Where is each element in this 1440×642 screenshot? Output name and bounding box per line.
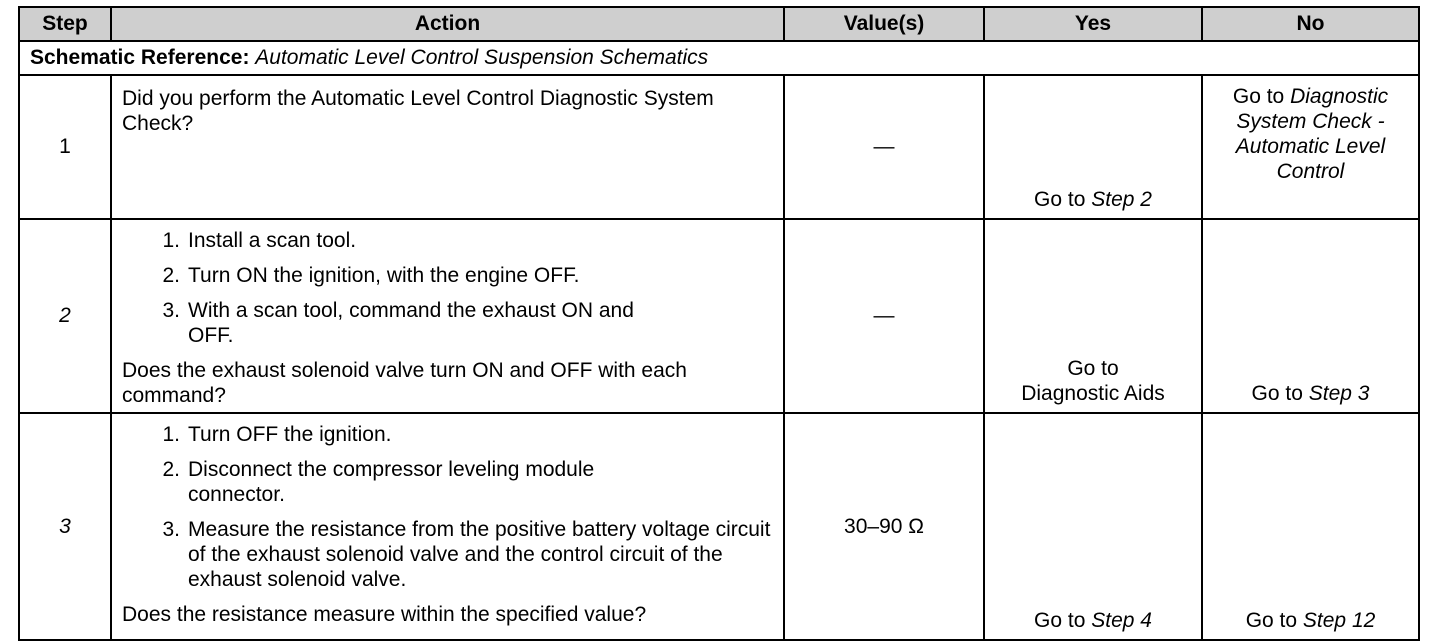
no-prefix: Go to: [1232, 85, 1285, 108]
value-cell: —: [784, 219, 984, 413]
yes-cell: [984, 75, 1202, 219]
list-item: [122, 263, 773, 288]
action-steps-list: [122, 422, 773, 592]
list-item: [122, 457, 773, 507]
yes-cell: [984, 219, 1202, 413]
list-item-number: 2.: [162, 458, 180, 481]
no-cell: [1202, 75, 1419, 219]
list-item-text: Turn ON the ignition, with the engine OFF.: [188, 264, 580, 287]
yes-prefix: Go to: [1034, 188, 1086, 211]
header-action: Action: [111, 7, 784, 41]
no-cell: [1202, 219, 1419, 413]
action-steps-list: [122, 228, 773, 348]
list-item: [122, 517, 773, 592]
no-link[interactable]: Step 3: [1308, 382, 1370, 405]
list-item-number: 3.: [162, 518, 180, 541]
value-cell: —: [784, 75, 984, 219]
list-item-text: Disconnect the compressor leveling module connector.: [188, 458, 595, 506]
no-link[interactable]: Diagnostic System Check - Automatic Level Control: [1235, 85, 1389, 183]
yes-prefix: Go to: [1034, 609, 1086, 632]
list-item-number: 2.: [162, 264, 180, 287]
header-no: No: [1202, 7, 1419, 41]
diagnostic-table: [18, 6, 1420, 641]
header-row: [19, 7, 1419, 41]
list-item: [122, 298, 773, 348]
list-item: [122, 228, 773, 253]
list-item: [122, 422, 773, 447]
action-question: Does the exhaust solenoid valve turn ON and OFF with each command?: [122, 359, 687, 407]
no-link[interactable]: Step 12: [1302, 609, 1376, 632]
header-yes: Yes: [984, 7, 1202, 41]
action-cell: [111, 413, 784, 640]
action-cell: [111, 219, 784, 413]
step-number: 3: [19, 413, 111, 640]
list-item-number: 3.: [162, 299, 180, 322]
list-item-text: With a scan tool, command the exhaust ON and OFF.: [188, 299, 634, 347]
list-item-number: 1.: [162, 423, 180, 446]
table-row-step-3: [19, 413, 1419, 640]
action-question: Did you perform the Automatic Level Control Diagnostic System Check?: [122, 87, 714, 135]
step-number: 1: [19, 75, 111, 219]
header-step: Step: [19, 7, 111, 41]
schematic-reference: [19, 41, 1419, 75]
no-prefix: Go to: [1245, 609, 1298, 632]
table-row-step-1: [19, 75, 1419, 219]
yes-cell: [984, 413, 1202, 640]
list-item-text: Install a scan tool.: [188, 229, 357, 252]
table-row-step-2: [19, 219, 1419, 413]
action-cell: [111, 75, 784, 219]
list-item-number: 1.: [162, 229, 180, 252]
schematic-reference-row: [19, 41, 1419, 75]
yes-prefix: Go to: [1067, 357, 1119, 380]
yes-link[interactable]: Diagnostic Aids: [1021, 382, 1165, 405]
no-prefix: Go to: [1251, 382, 1303, 405]
no-cell: [1202, 413, 1419, 640]
list-item-text: Measure the resistance from the positive battery voltage circuit of the exhaust solenoid valve and the control circuit of the exhaust solenoid valve.: [188, 518, 771, 591]
list-item-text: Turn OFF the ignition.: [188, 423, 392, 446]
step-number: 2: [19, 219, 111, 413]
yes-link[interactable]: Step 2: [1091, 188, 1152, 211]
action-question: Does the resistance measure within the specified value?: [122, 603, 647, 626]
value-cell: 30–90 Ω: [784, 413, 984, 640]
yes-link[interactable]: Step 4: [1091, 609, 1152, 632]
schematic-reference-label: Schematic Reference:: [30, 46, 250, 69]
header-values: Value(s): [784, 7, 984, 41]
schematic-reference-link[interactable]: Automatic Level Control Suspension Schematics: [255, 46, 709, 69]
